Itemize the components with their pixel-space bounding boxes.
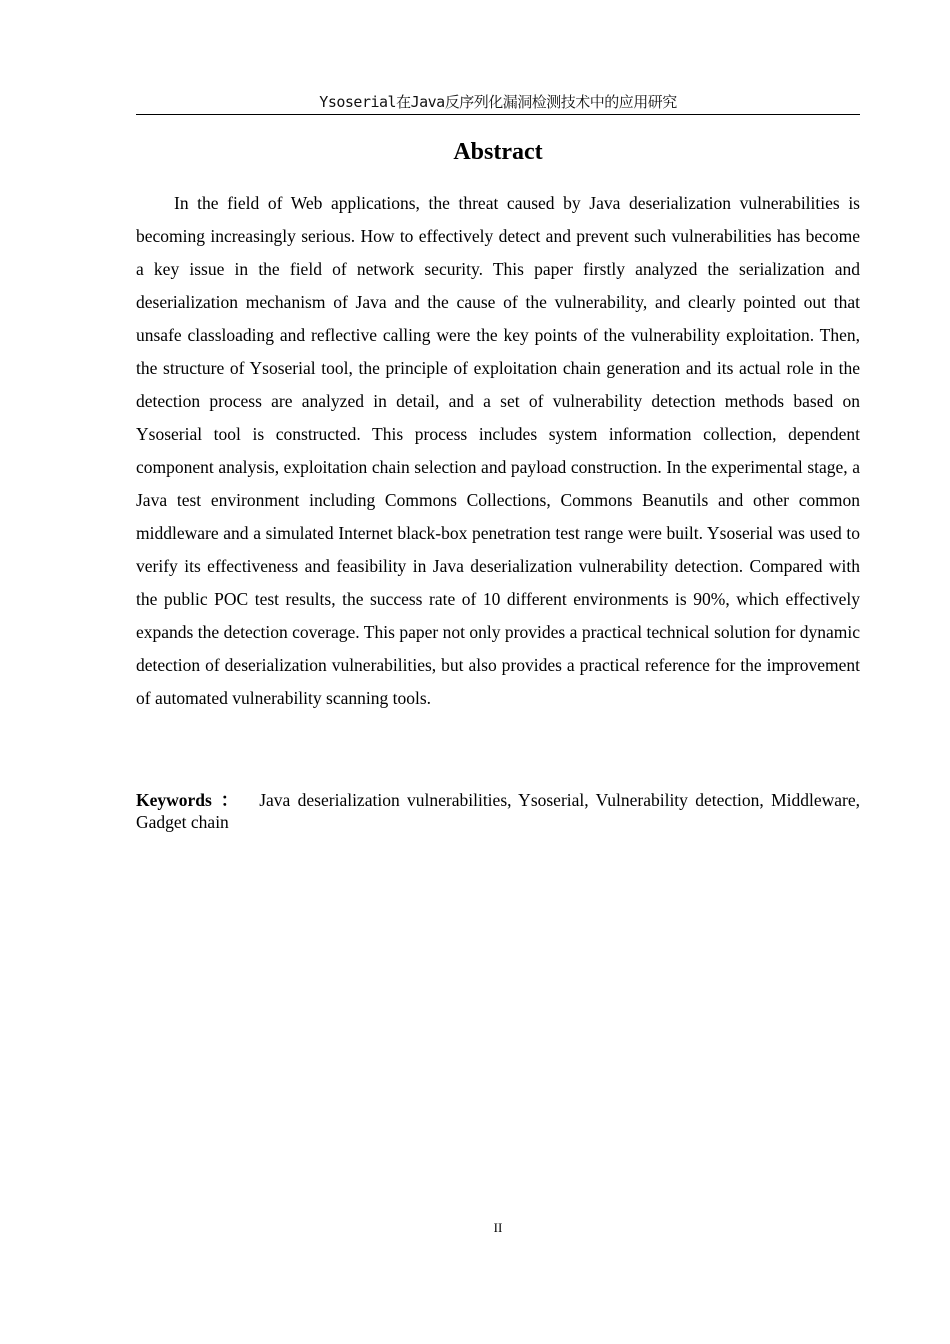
page-number: II [493,1220,503,1235]
keywords-paragraph [136,789,860,833]
abstract-body: In the field of Web applications, the threat caused by Java deserialization vulnerabilities is becoming increasingly serious. How to effectively detect and prevent such vulnerabilities has become a key issue in the field of network security. This paper firstly analyzed the serialization and deserialization mechanism of Java and the cause of the vulnerability, and clearly pointed out that unsafe classloading and reflective calling were the key points of the vulnerability exploitation. Then, the structure of Ysoserial tool, the principle of exploitation chain generation and its actual role in the detection process are analyzed in detail, and a set of vulnerability detection methods based on Ysoserial tool is constructed. This process includes system information collection, dependent component analysis, exploitation chain selection and payload construction. In the experimental stage, a Java test environment including Commons Collections, Commons Beanutils and other common middleware and a simulated Internet black-box penetration test range were built. Ysoserial was used to verify its effectiveness and feasibility in Java deserialization vulnerability detection. Compared with the public POC test results, the success rate of 10 different environments is 90%, which effectively expands the detection coverage. This paper not only provides a practical technical solution for dynamic detection of deserialization vulnerabilities, but also provides a practical reference for the improvement of automated vulnerability scanning tools. [136,193,860,708]
keywords-value: Java deserialization vulnerabilities, Ysoserial, Vulnerability detection, Middleware, Gadget chain [136,790,861,832]
keywords-colon: ： [217,790,242,810]
abstract-title: Abstract [453,139,543,165]
keywords-label: Keywords [136,790,212,810]
header-rule [136,114,860,115]
running-header: Ysoserial在Java反序列化漏洞检测技术中的应用研究 [319,93,677,111]
